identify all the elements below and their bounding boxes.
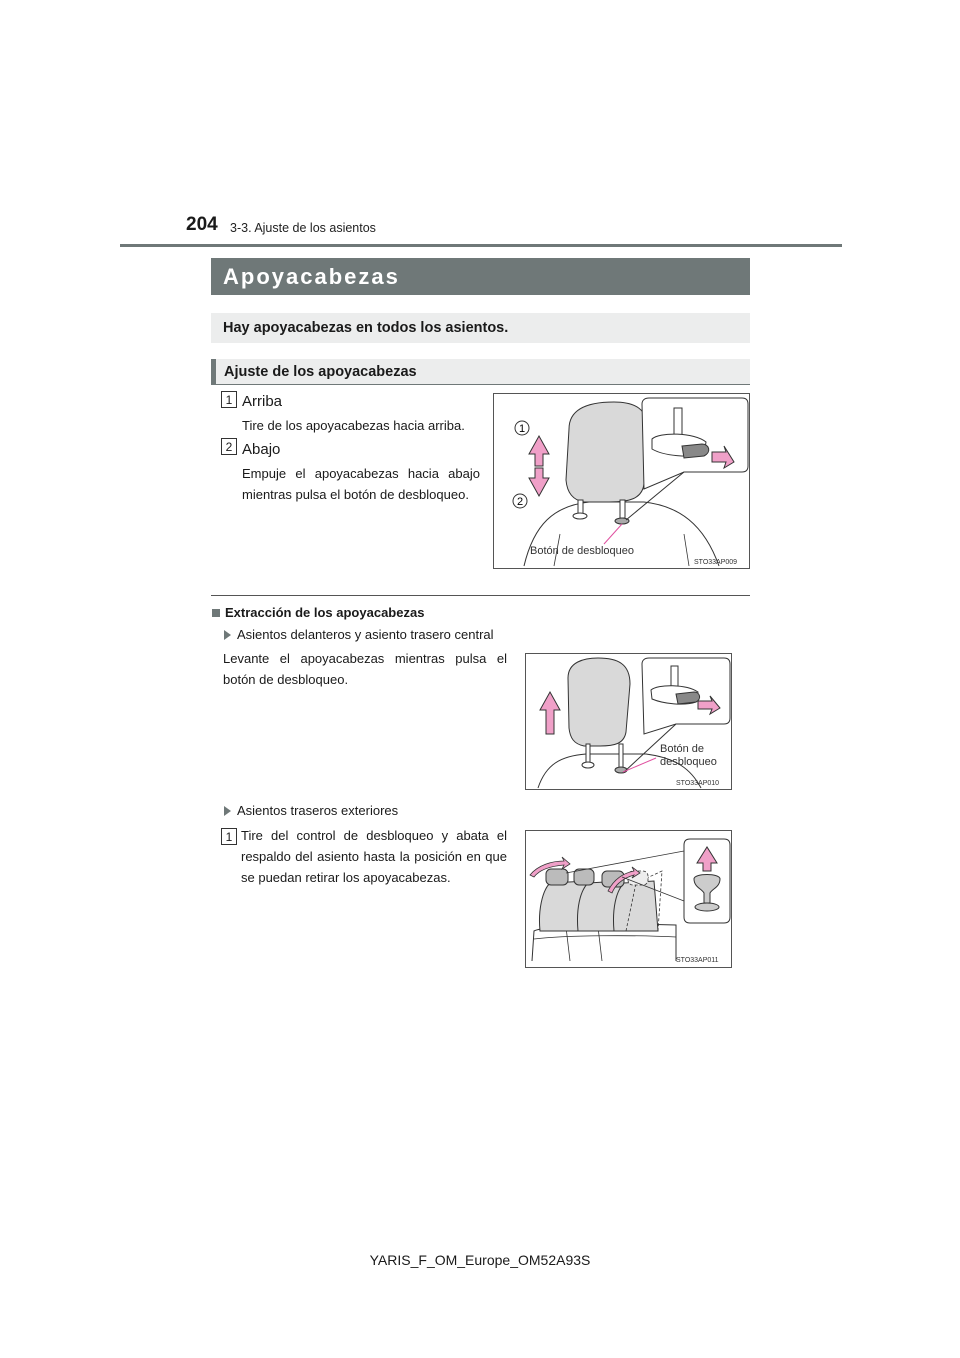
header-rule bbox=[120, 244, 842, 247]
fig1-label-2: 2 bbox=[516, 496, 524, 508]
headrest-adjust-figure bbox=[493, 393, 750, 569]
section-divider bbox=[211, 595, 750, 596]
front-seats-text: Levante el apoyacabezas mientras pulsa el botón de desbloqueo. bbox=[223, 651, 507, 687]
headrest-remove-front-figure bbox=[525, 653, 732, 790]
triangle-bullet-icon bbox=[224, 806, 231, 816]
rear-seats-text: Tire del control de desbloqueo y abata el respaldo del asiento hasta la posición en que se puedan retirar los apoyacabezas. bbox=[241, 828, 507, 885]
front-seats-label: Asientos delanteros y asiento trasero central bbox=[237, 627, 494, 642]
fig2-code: STO33AP010 bbox=[676, 780, 720, 787]
headrest-remove-rear-figure bbox=[525, 830, 732, 968]
footer-doc-code: YARIS_F_OM_Europe_OM52A93S bbox=[369, 1252, 591, 1268]
removal-heading bbox=[212, 605, 424, 620]
section-label: 3-3. Ajuste de los asientos bbox=[230, 221, 376, 235]
step-number-2: 2 bbox=[221, 438, 237, 455]
intro-box bbox=[211, 313, 750, 343]
fig2-label-line2: desbloqueo bbox=[660, 756, 717, 768]
subsection-heading bbox=[211, 359, 750, 385]
fig2-label-line1: Botón de bbox=[660, 743, 705, 755]
step-title-2: Abajo bbox=[242, 441, 281, 458]
step-text-2: Empuje el apoyacabezas hacia abajo mientras pulsa el botón de desbloqueo. bbox=[242, 466, 480, 502]
intro-text: Hay apoyacabezas en todos los asientos. bbox=[223, 320, 509, 336]
triangle-bullet-icon bbox=[224, 630, 231, 640]
step-title-1: Arriba bbox=[242, 393, 283, 410]
step-number-1: 1 bbox=[221, 391, 237, 408]
rear-seats-label: Asientos traseros exteriores bbox=[237, 803, 399, 818]
square-bullet-icon bbox=[212, 609, 220, 617]
page-title-text: Apoyacabezas bbox=[223, 263, 400, 289]
fig3-code: STO33AP011 bbox=[676, 957, 719, 964]
page-title bbox=[211, 258, 750, 295]
fig1-code: STO33AP009 bbox=[694, 559, 738, 566]
step-text-1: Tire de los apoyacabezas hacia arriba. bbox=[242, 418, 465, 433]
page-number: 204 bbox=[186, 214, 218, 235]
rear-step-number: 1 bbox=[221, 828, 237, 845]
subsection-title: Ajuste de los apoyacabezas bbox=[224, 363, 417, 380]
fig1-label-1: 1 bbox=[518, 423, 526, 435]
front-seats-item bbox=[224, 627, 494, 642]
rear-seats-item bbox=[224, 803, 398, 818]
removal-heading-text: Extracción de los apoyacabezas bbox=[225, 605, 425, 620]
fig1-release-label: Botón de desbloqueo bbox=[530, 545, 634, 557]
